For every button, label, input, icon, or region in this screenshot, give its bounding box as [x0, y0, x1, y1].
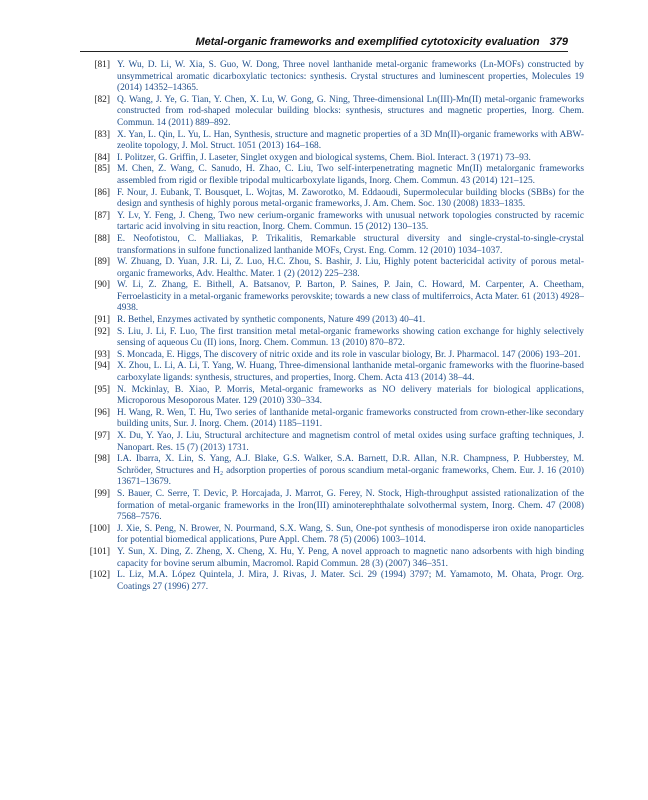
reference-number: [98] [94, 454, 110, 465]
reference-text[interactable]: H. Wang, R. Wen, T. Hu, Two series of lanthanide metal-organic frameworks constructed from crown-ether-like secondary building units, Sur. J. Inorg. Chem. (2014) 1185–1191. [117, 407, 584, 430]
reference-number: [85] [94, 164, 110, 175]
reference-number: [89] [94, 257, 110, 268]
reference-item [80, 211, 584, 234]
reference-text[interactable]: F. Nour, J. Eubank, T. Bousquet, L. Wojtas, M. Zaworotko, M. Eddaoudi, Supermolecular building blocks (SBBs) for the design and synthesis of highly porous metal-organic frameworks, J. Am. Chem. Soc. 130 (2008) 1833–1835. [117, 187, 584, 210]
reference-number: [99] [94, 488, 110, 499]
reference-number: [95] [94, 384, 110, 395]
reference-item [80, 489, 584, 524]
reference-number: [84] [94, 152, 110, 163]
reference-number: [101] [89, 546, 110, 557]
reference-text[interactable]: W. Li, Z. Zhang, E. Bithell, A. Batsanov, P. Barton, P. Saines, P. Jain, C. Howard, M. Carpenter, A. Cheetham, Ferroelasticity in a metal-organic frameworks perovskite; towards a new class of multiferroics, Acta Mater. 61 (2013) 4928–4938. [117, 280, 584, 314]
reference-text[interactable]: L. Liz, M.A. López Quintela, J. Mira, J. Rivas, J. Mater. Sci. 29 (1994) 3797; M. Yamamoto, M. Ohata, Progr. Org. Coatings 27 (1996) 277. [117, 570, 584, 592]
reference-text[interactable]: X. Yan, L. Qin, L. Yu, L. Han, Synthesis, structure and magnetic properties of a 3D Mn(II)-organic frameworks with ABW-zeolite topology, J. Mol. Struct. 1051 (2013) 164–168. [117, 129, 584, 152]
reference-number: [88] [94, 233, 110, 244]
running-header [80, 36, 568, 50]
reference-text[interactable]: Y. Lv, Y. Feng, J. Cheng, Two new cerium-organic frameworks with unusual network topologies constructed by racemic tartaric acid involving in situ reaction, Inorg. Chem. Commun. 15 (2012) 130–135. [117, 210, 584, 233]
reference-text[interactable]: I.A. Ibarra, X. Lin, S. Yang, A.J. Blake, G.S. Walker, S.A. Barnett, D.R. Allan, N.R. Champness, P. Hubberstey, M. Schröder, Structures and H₂ adsorption properties of porous scandium metal-organic frameworks, Chem. Eur. J. 16 (2010) 13671–13679. [117, 454, 584, 488]
reference-item [80, 524, 584, 547]
reference-text[interactable]: I. Politzer, G. Griffin, J. Laseter, Singlet oxygen and biological systems, Chem. Biol. Interact. 3 (1971) 73–93. [117, 152, 531, 163]
reference-number: [102] [89, 570, 110, 581]
reference-item [80, 188, 584, 211]
reference-number: [87] [94, 210, 110, 221]
reference-item [80, 95, 584, 130]
running-title: Metal-organic frameworks and exemplified cytotoxicity evaluation [195, 36, 540, 48]
reference-text[interactable]: J. Xie, S. Peng, N. Brower, N. Pourmand, S.X. Wang, S. Sun, One-pot synthesis of monodisperse iron oxide nanoparticles for potential biomedical applications, Pure Appl. Chem. 78 (5) (2006) 1003–1014. [117, 523, 584, 546]
reference-item [80, 153, 584, 165]
reference-item [80, 361, 584, 384]
reference-item [80, 408, 584, 431]
reference-text[interactable]: M. Chen, Z. Wang, C. Sanudo, H. Zhao, C. Liu, Two self-interpenetrating magnetic Mn(II) metalorganic frameworks assembled from rigid or flexible tripodal multicarboxylate ligands, Inorg. Chem. Commun. 43 (2014) 121–125. [117, 164, 584, 186]
reference-number: [100] [89, 523, 110, 534]
reference-text[interactable]: S. Bauer, C. Serre, T. Devic, P. Horcajada, J. Marrot, G. Ferey, N. Stock, High-throughput assisted rationalization of the formation of metal-organic frameworks in the Iron(III) aminoterephthalate solvothermal system, Inorg. Chem. 47 (2008) 7568–7576. [117, 488, 584, 523]
reference-text[interactable]: R. Bethel, Enzymes activated by synthetic components, Nature 499 (2013) 40–41. [117, 315, 426, 326]
reference-item [80, 454, 584, 489]
reference-number: [96] [94, 407, 110, 418]
reference-item [80, 547, 584, 570]
header-rule [80, 51, 568, 52]
reference-number: [82] [94, 94, 110, 105]
reference-item [80, 257, 584, 280]
reference-item [80, 234, 584, 257]
reference-number: [97] [94, 431, 110, 441]
reference-item [80, 130, 584, 153]
reference-text[interactable]: E. Neofotistou, C. Malliakas, P. Trikalitis, Remarkable structural diversity and single-crystal-to-single-crystal transformations in sulfone functionalized lanthanide MOFs, Cryst. Eng. Comm. 12 (2010) 1034–1037. [117, 233, 584, 256]
reference-text[interactable]: X. Zhou, L. Li, A. Li, T. Yang, W. Huang, Three-dimensional lanthanide metal-organic frameworks with the fluorine-based carboxylate ligands: synthesis, structures, and properties, Inorg. Chem. Acta 413 (2014) 38–44. [117, 361, 584, 384]
reference-item [80, 385, 584, 408]
reference-item [80, 315, 584, 327]
reference-number: [93] [94, 349, 110, 360]
reference-item [80, 431, 584, 454]
reference-number: [92] [94, 326, 110, 337]
reference-text[interactable]: W. Zhuang, D. Yuan, J.R. Li, Z. Luo, H.C. Zhou, S. Bashir, J. Liu, Highly potent bactericidal activity of porous metal-organic frameworks, Adv. Healthc. Mater. 1 (2) (2012) 225–238. [117, 257, 584, 279]
reference-text[interactable]: Y. Sun, X. Ding, Z. Zheng, X. Cheng, X. Hu, Y. Peng, A novel approach to magnetic nano adsorbents with high binding capacity for bovine serum albumin, Macromol. Rapid Commun. 28 (3) (2007) 346–351. [117, 546, 584, 569]
reference-item [80, 570, 584, 593]
reference-number: [81] [94, 60, 110, 70]
reference-item [80, 280, 584, 315]
reference-text[interactable]: Q. Wang, J. Ye, G. Tian, Y. Chen, X. Lu, W. Gong, G. Ning, Three-dimensional Ln(III)-Mn(II) metal-organic frameworks constructed from rod-shaped molecular building blocks: synthesis, structures and magnetic properties, Inorg. Chem. Commun. 14 (2011) 889–892. [117, 94, 584, 128]
reference-list [80, 60, 584, 593]
reference-text[interactable]: S. Liu, J. Li, F. Luo, The first transition metal metal-organic frameworks showing cation exchange for highly selectively sensing of aqueous Cu (II) ions, Inorg. Chem. Commun. 13 (2010) 870–872. [117, 326, 584, 349]
reference-item [80, 60, 584, 95]
reference-item [80, 164, 584, 187]
reference-text[interactable]: S. Moncada, E. Higgs, The discovery of nitric oxide and its role in vascular biology, Br. J. Pharmacol. 147 (2006) 193–201. [117, 349, 581, 360]
reference-number: [94] [94, 361, 110, 372]
reference-text[interactable]: X. Du, Y. Yao, J. Liu, Structural architecture and magnetism control of metal oxides using surface grafting techniques, J. Nanopart. Res. 15 (7) (2013) 1731. [117, 431, 584, 453]
reference-text[interactable]: N. Mckinlay, B. Xiao, P. Morris, Metal-organic frameworks as NO delivery materials for biological applications, Microporous Mesoporous Mater. 129 (2010) 330–334. [117, 384, 584, 407]
reference-text[interactable]: Y. Wu, D. Li, W. Xia, S. Guo, W. Dong, Three novel lanthanide metal-organic frameworks (Ln-MOFs) constructed by unsymmetrical aromatic dicarboxylatic tectonics: synthesis. Crystal structures and luminescent properties, Molecules 19 (2014) 14352–14365. [117, 60, 584, 94]
reference-number: [90] [94, 280, 110, 291]
reference-number: [91] [94, 315, 110, 326]
reference-item [80, 350, 584, 362]
reference-number: [86] [94, 187, 110, 198]
reference-item [80, 327, 584, 350]
page-number: 379 [549, 36, 568, 48]
reference-number: [83] [94, 129, 110, 140]
